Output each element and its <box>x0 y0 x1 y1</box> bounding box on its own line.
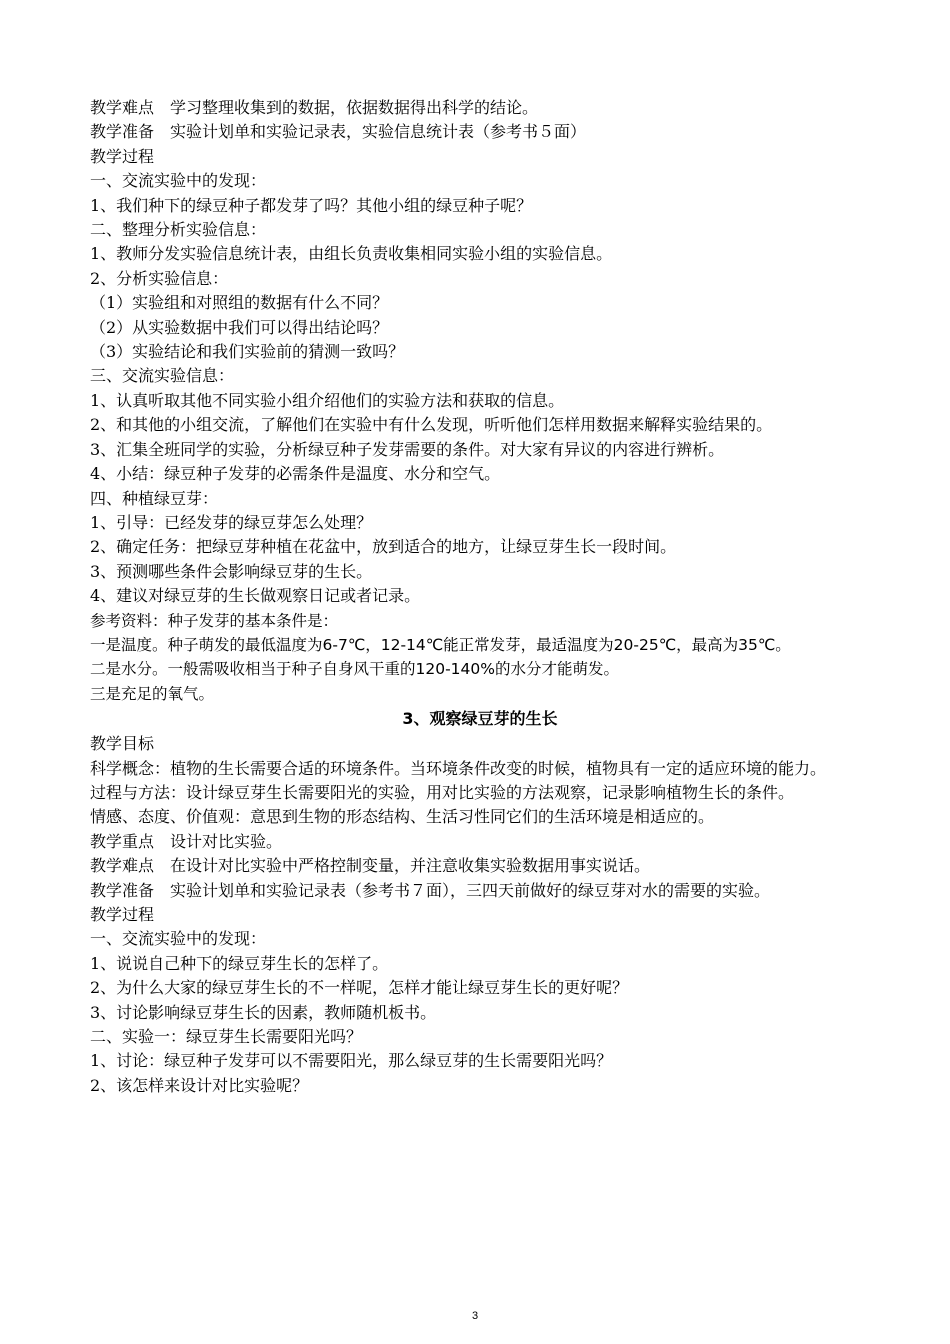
text-line: 教学难点 学习整理收集到的数据，依据数据得出科学的结论。 <box>90 98 539 117</box>
text-line: 4、小结：绿豆种子发芽的必需条件是温度、水分和空气。 <box>90 464 501 484</box>
text-line: 过程与方法：设计绿豆芽生长需要阳光的实验，用对比实验的方法观察，记录影响植物生长的条件。 <box>90 782 795 802</box>
page-number: 3 <box>471 1310 479 1322</box>
lesson-section-2 <box>90 706 870 1098</box>
text-line: 教学准备 实验计划单和实验记录表，实验信息统计表（参考书５面） <box>90 122 587 142</box>
text-line: 二、实验一：绿豆芽生长需要阳光吗？ <box>90 1027 363 1047</box>
reference-line: 参考资料：种子发芽的基本条件是： <box>90 611 339 630</box>
text-line: 2、该怎样来设计对比实验呢？ <box>90 1075 309 1095</box>
text-line: 1、我们种下的绿豆种子都发芽了吗？其他小组的绿豆种子呢？ <box>90 195 533 215</box>
text-line: 3、讨论影响绿豆芽生长的因素，教师随机板书。 <box>90 1002 437 1022</box>
text-line: 教学过程 <box>90 905 155 924</box>
text-line: 教学重点 设计对比实验。 <box>90 831 283 851</box>
text-line: 教学难点 在设计对比实验中严格控制变量，并注意收集实验数据用事实说话。 <box>90 856 651 876</box>
text-line: （3）实验结论和我们实验前的猜测一致吗？ <box>90 342 405 362</box>
text-line: 一、交流实验中的发现： <box>90 171 267 191</box>
text-line: 教学过程 <box>90 146 155 166</box>
text-line: 2、确定任务：把绿豆芽种植在花盆中，放到适合的地方，让绿豆芽生长一段时间。 <box>90 537 677 557</box>
text-line: （2）从实验数据中我们可以得出结论吗？ <box>90 317 389 337</box>
text-line: 1、讨论：绿豆种子发芽可以不需要阳光，那么绿豆芽的生长需要阳光吗？ <box>90 1051 613 1071</box>
text-line: 1、说说自己种下的绿豆芽生长的怎样了。 <box>90 953 389 973</box>
section-title: 3、观察绿豆芽的生长 <box>402 709 558 729</box>
text-line: 3、汇集全班同学的实验，分析绿豆种子发芽需要的条件。对大家有异议的内容进行辨析。 <box>90 439 725 459</box>
text-line: 二、整理分析实验信息： <box>90 220 267 240</box>
text-line: 一、交流实验中的发现： <box>90 929 267 949</box>
text-line: 2、为什么大家的绿豆芽生长的不一样呢，怎样才能让绿豆芽生长的更好呢？ <box>90 978 629 998</box>
reference-line: 一是温度。种子萌发的最低温度为6-7℃，12-14℃能正常发芽，最适温度为20-25℃，最高为35℃。 <box>90 635 791 654</box>
text-line: 3、预测哪些条件会影响绿豆芽的生长。 <box>90 561 373 581</box>
text-line: 科学概念：植物的生长需要合适的环境条件。当环境条件改变的时候，植物具有一定的适应环境的能力。 <box>90 758 827 778</box>
text-line: （1）实验组和对照组的数据有什么不同？ <box>90 293 389 313</box>
text-line: 三、交流实验信息： <box>90 366 235 386</box>
text-line: 情感、态度、价值观：意思到生物的形态结构、生活习性同它们的生活环境是相适应的。 <box>90 807 715 827</box>
text-line: 2、分析实验信息： <box>90 268 229 288</box>
text-line: 教学目标 <box>90 734 155 754</box>
text-line: 1、教师分发实验信息统计表，由组长负责收集相同实验小组的实验信息。 <box>90 244 613 264</box>
reference-line: 三是充足的氧气。 <box>90 684 215 703</box>
text-line: 1、引导：已经发芽的绿豆芽怎么处理？ <box>90 512 373 532</box>
reference-material <box>90 609 870 707</box>
lesson-section-1 <box>90 96 870 609</box>
text-line: 4、建议对绿豆芽的生长做观察日记或者记录。 <box>90 586 421 606</box>
document-page <box>90 96 870 1098</box>
text-line: 2、和其他的小组交流，了解他们在实验中有什么发现，听听他们怎样用数据来解释实验结果的。 <box>90 415 773 435</box>
reference-line: 二是水分。一般需吸收相当于种子自身风干重的120-140%的水分才能萌发。 <box>90 660 619 679</box>
text-line: 1、认真听取其他不同实验小组介绍他们的实验方法和获取的信息。 <box>90 390 565 410</box>
text-line: 教学准备 实验计划单和实验记录表（参考书７面），三四天前做好的绿豆芽对水的需要的实验。 <box>90 880 771 900</box>
text-line: 四、种植绿豆芽： <box>90 488 219 508</box>
